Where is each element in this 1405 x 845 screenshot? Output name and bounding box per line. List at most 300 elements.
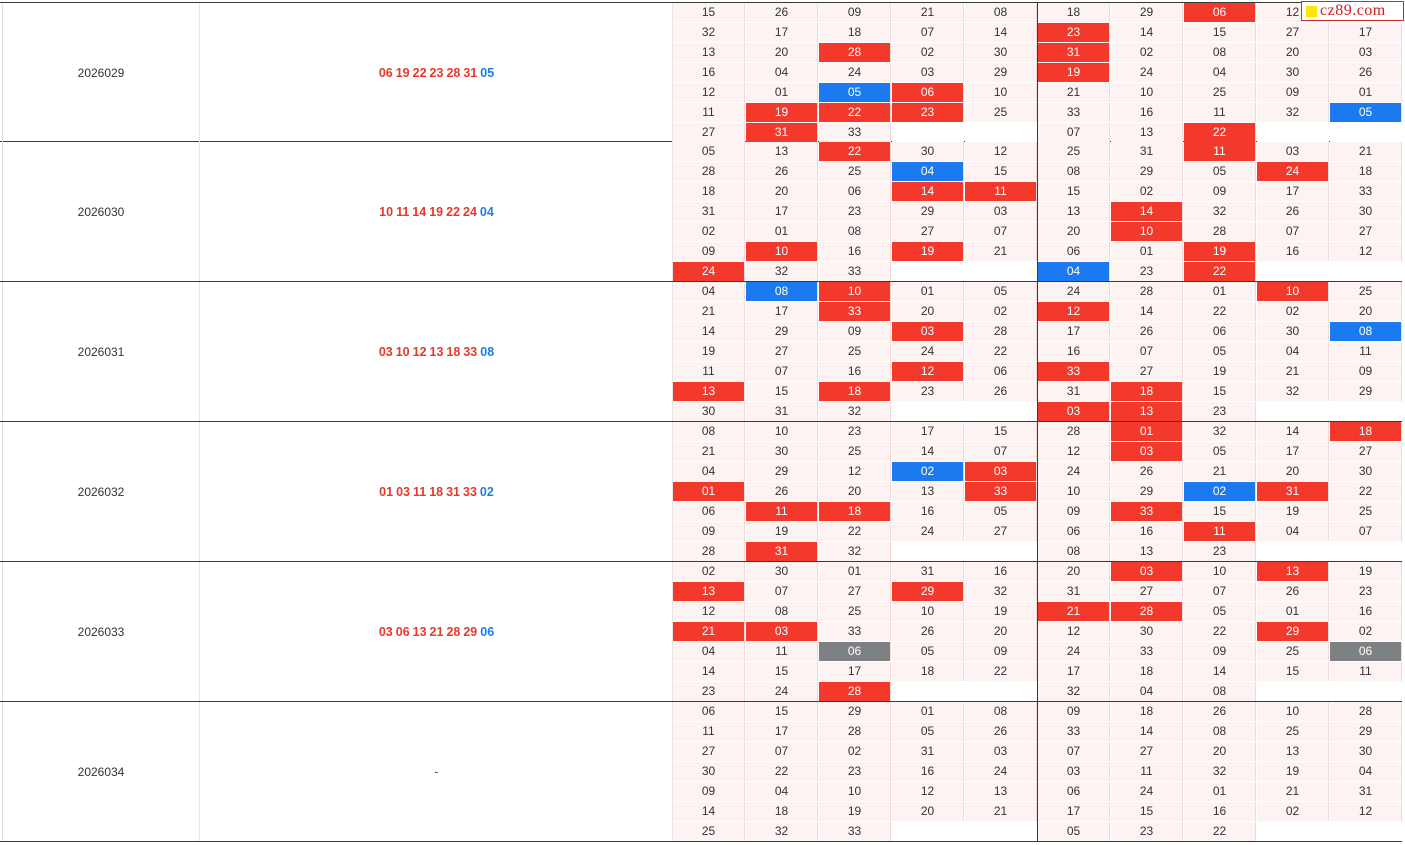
highlighted-number-cell: 11 [1184,522,1256,541]
highlighted-number-cell: 05 [1330,103,1402,122]
number-cell: 16 [1257,242,1329,261]
number-cell: 07 [965,442,1037,461]
number-cell: 20 [1038,222,1110,241]
number-cell: 25 [819,602,891,621]
number-cell: 31 [1038,582,1110,601]
number-cell: 26 [746,482,818,501]
empty-cell [1330,262,1402,281]
number-cell: 10 [1038,482,1110,501]
number-cell: 10 [819,782,891,801]
highlighted-number-cell: 13 [673,582,745,601]
number-cell: 27 [1330,442,1402,461]
number-cell: 18 [673,182,745,201]
number-cell: 09 [673,782,745,801]
number-cell: 19 [819,802,891,821]
number-cell: 24 [1111,782,1183,801]
highlighted-number-cell: 01 [1111,422,1183,441]
number-cell: 06 [1038,782,1110,801]
red-ball-number: 18 [429,484,444,499]
number-cell: 02 [673,562,745,581]
number-cell: 07 [746,742,818,761]
number-cell: 21 [673,302,745,321]
highlighted-number-cell: 19 [1184,242,1256,261]
number-cell: 30 [1111,622,1183,641]
number-cell: 24 [892,342,964,361]
number-cell: 25 [819,442,891,461]
red-ball-number: 03 [378,624,393,639]
number-cell: 15 [1111,802,1183,821]
number-cell: 32 [1038,682,1110,701]
number-cell: 18 [819,23,891,42]
number-cell: 30 [1330,462,1402,481]
red-ball-number: 10 [395,344,410,359]
number-cell: 30 [673,402,745,421]
number-cell: 30 [1257,63,1329,82]
number-cell: 17 [746,722,818,741]
number-cell: 27 [673,742,745,761]
highlighted-number-cell: 14 [1111,202,1183,221]
empty-cell [1330,822,1402,841]
number-cell: 23 [819,762,891,781]
number-cell: 16 [892,762,964,781]
number-cell: 15 [746,382,818,401]
number-cell: 03 [892,63,964,82]
empty-cell [892,262,964,281]
number-cell: 09 [1184,182,1256,201]
number-cell: 25 [1330,282,1402,301]
number-cell: 17 [1330,23,1402,42]
number-grid-right [1037,282,1402,422]
highlighted-number-cell: 11 [965,182,1037,201]
number-cell: 22 [1184,822,1256,841]
highlighted-number-cell: 28 [1111,602,1183,621]
number-cell: 21 [673,442,745,461]
period-row [0,282,1402,422]
number-cell: 08 [1184,722,1256,741]
highlighted-number-cell: 18 [1111,382,1183,401]
number-cell: 30 [1257,322,1329,341]
number-cell: 09 [819,322,891,341]
number-cell: 04 [1330,762,1402,781]
highlighted-number-cell: 18 [819,502,891,521]
number-cell: 14 [673,662,745,681]
blue-ball-number: 08 [480,344,495,359]
number-cell: 01 [819,562,891,581]
highlighted-number-cell: 11 [1184,142,1256,161]
number-cell: 03 [1330,43,1402,62]
highlighted-number-cell: 33 [1038,362,1110,381]
number-cell: 32 [746,822,818,841]
number-cell: 09 [1184,642,1256,661]
number-cell: 16 [1111,522,1183,541]
number-cell: 30 [1330,742,1402,761]
number-cell: 26 [892,622,964,641]
number-cell: 16 [819,242,891,261]
number-cell: 22 [965,342,1037,361]
highlighted-number-cell: 04 [1038,262,1110,281]
highlighted-number-cell: 03 [1111,562,1183,581]
empty-cell [1257,542,1329,561]
number-cell: 25 [1330,502,1402,521]
number-cell: 06 [673,702,745,721]
number-cell: 21 [965,242,1037,261]
number-cell: 32 [819,542,891,561]
number-cell: 23 [892,382,964,401]
number-grid-right [1037,702,1402,842]
number-cell: 05 [1184,342,1256,361]
number-cell: 17 [1038,802,1110,821]
highlighted-number-cell: 03 [1038,402,1110,421]
number-cell: 25 [673,822,745,841]
red-ball-number: 22 [412,65,427,80]
highlighted-number-cell: 08 [1330,322,1402,341]
red-ball-number: 01 [379,484,394,499]
number-cell: 20 [746,182,818,201]
number-grid-right [1037,3,1402,143]
blue-ball-number: 04 [479,204,494,219]
number-cell: 21 [1038,83,1110,102]
number-cell: 20 [1257,462,1329,481]
number-cell: 29 [965,63,1037,82]
number-cell: 11 [1330,342,1402,361]
number-cell: 16 [819,362,891,381]
number-cell: 15 [746,702,818,721]
red-ball-number: 13 [412,624,427,639]
number-cell: 13 [1111,123,1183,142]
highlighted-number-cell: 04 [892,162,964,181]
number-cell: 31 [1330,782,1402,801]
number-cell: 18 [1038,3,1110,22]
number-cell: 11 [673,362,745,381]
number-cell: 31 [1038,382,1110,401]
empty-cell [965,542,1037,561]
number-cell: 21 [892,3,964,22]
number-cell: 14 [892,442,964,461]
highlighted-number-cell: 02 [892,462,964,481]
number-cell: 22 [819,522,891,541]
draw-history-table [0,2,1402,842]
number-cell: 02 [1111,43,1183,62]
issue-number: 2026030 [2,142,200,281]
number-cell: 27 [1111,362,1183,381]
number-cell: 16 [673,63,745,82]
red-ball-number: 10 [379,204,394,219]
red-ball-number: 11 [396,204,410,219]
number-cell: 09 [673,242,745,261]
number-cell: 27 [1257,23,1329,42]
number-cell: 13 [673,43,745,62]
number-cell: 16 [1111,103,1183,122]
empty-cell [965,402,1037,421]
red-ball-number: 23 [429,65,444,80]
number-cell: 32 [965,582,1037,601]
number-cell: 02 [673,222,745,241]
number-cell: 01 [746,222,818,241]
period-row [0,142,1402,282]
number-cell: 29 [746,462,818,481]
number-cell: 23 [1184,542,1256,561]
number-cell: 15 [1184,382,1256,401]
empty-cell [892,542,964,561]
number-cell: 25 [1257,722,1329,741]
number-grid-left [673,282,1037,422]
highlighted-number-cell: 03 [892,322,964,341]
number-cell: 10 [1184,562,1256,581]
period-row [0,422,1402,562]
issue-number: 2026033 [2,562,200,701]
number-cell: 29 [1111,482,1183,501]
number-cell: 26 [746,162,818,181]
empty-cell [1257,262,1329,281]
number-cell: 31 [673,202,745,221]
number-cell: 25 [1184,83,1256,102]
number-cell: 15 [1257,662,1329,681]
number-cell: 27 [746,342,818,361]
number-cell: 05 [1184,602,1256,621]
number-cell: 07 [1038,123,1110,142]
highlighted-number-cell: 31 [1257,482,1329,501]
number-cell: 07 [892,23,964,42]
number-cell: 26 [1330,63,1402,82]
number-grid-left [673,562,1037,702]
number-cell: 29 [892,202,964,221]
highlighted-number-cell: 10 [819,282,891,301]
number-cell: 14 [1111,722,1183,741]
number-cell: 06 [1038,522,1110,541]
number-cell: 12 [1330,242,1402,261]
number-cell: 22 [1184,622,1256,641]
red-ball-number: 31 [463,65,478,80]
number-cell: 22 [1330,482,1402,501]
number-cell: 28 [1330,702,1402,721]
red-ball-number: 18 [446,344,461,359]
number-cell: 01 [1330,83,1402,102]
number-cell: 07 [746,582,818,601]
number-cell: 15 [965,422,1037,441]
number-cell: 11 [673,103,745,122]
red-ball-number: 06 [378,65,393,80]
number-grid-left [673,142,1037,282]
number-cell: 23 [1330,582,1402,601]
blue-ball-number: 05 [480,65,495,80]
empty-cell [1257,123,1329,142]
number-cell: 12 [673,602,745,621]
red-ball-number: 12 [412,344,427,359]
number-cell: 02 [1330,622,1402,641]
draw-result [201,282,673,421]
number-grid-left [673,422,1037,562]
highlighted-number-cell: 33 [819,302,891,321]
highlighted-number-cell: 12 [892,362,964,381]
number-cell: 23 [1184,402,1256,421]
number-cell: 13 [892,482,964,501]
number-cell: 07 [1184,582,1256,601]
number-cell: 27 [819,582,891,601]
number-cell: 07 [965,222,1037,241]
empty-cell [965,822,1037,841]
number-cell: 10 [746,422,818,441]
red-ball-number: 28 [446,65,461,80]
number-cell: 20 [965,622,1037,641]
number-cell: 16 [1330,602,1402,621]
number-cell: 13 [746,142,818,161]
highlighted-number-cell: 12 [1038,302,1110,321]
number-cell: 14 [1111,23,1183,42]
number-cell: 29 [746,322,818,341]
number-cell: 24 [746,682,818,701]
empty-cell [1330,682,1402,701]
number-cell: 09 [1038,702,1110,721]
number-cell: 20 [892,802,964,821]
number-cell: 21 [1184,462,1256,481]
number-cell: 04 [746,782,818,801]
number-grid-left [673,702,1037,842]
number-cell: 13 [1111,542,1183,561]
number-cell: 16 [892,502,964,521]
draw-result [201,142,673,281]
number-cell: 33 [1111,642,1183,661]
number-cell: 31 [892,742,964,761]
number-cell: 20 [892,302,964,321]
number-cell: 12 [1257,3,1329,22]
number-cell: 25 [819,162,891,181]
number-cell: 17 [892,422,964,441]
number-cell: 20 [746,43,818,62]
number-cell: 32 [1184,202,1256,221]
number-cell: 07 [1111,342,1183,361]
number-cell: 08 [1038,542,1110,561]
logo-text: cz89.com [1320,2,1386,19]
number-cell: 21 [1257,782,1329,801]
number-cell: 25 [965,103,1037,122]
number-cell: 04 [673,642,745,661]
highlighted-number-cell: 13 [1257,562,1329,581]
highlighted-number-cell: 03 [965,462,1037,481]
number-cell: 26 [746,3,818,22]
highlighted-number-cell: 10 [1257,282,1329,301]
number-cell: 27 [673,123,745,142]
number-cell: 27 [892,222,964,241]
red-ball-number: 11 [412,484,427,499]
number-cell: 01 [892,282,964,301]
number-cell: 16 [965,562,1037,581]
site-logo[interactable] [1301,1,1404,21]
number-cell: 05 [673,142,745,161]
number-cell: 26 [965,722,1037,741]
highlighted-number-cell: 24 [673,262,745,281]
red-ball-number: 22 [446,204,461,219]
draw-result [201,562,673,701]
number-cell: 24 [965,762,1037,781]
number-cell: 16 [1038,342,1110,361]
number-cell: 21 [965,802,1037,821]
number-cell: 33 [819,262,891,281]
red-ball-number: 14 [412,204,427,219]
number-cell: 13 [1038,202,1110,221]
highlighted-number-cell: 03 [746,622,818,641]
number-cell: 06 [1038,242,1110,261]
red-ball-number: 21 [429,624,444,639]
highlighted-number-cell: 13 [673,382,745,401]
number-cell: 30 [673,762,745,781]
number-cell: 14 [1257,422,1329,441]
red-ball-number: 03 [378,344,393,359]
highlighted-number-cell: 22 [1184,262,1256,281]
number-cell: 23 [819,202,891,221]
red-ball-number: 19 [429,204,444,219]
number-cell: 01 [1184,782,1256,801]
highlighted-number-cell: 11 [746,502,818,521]
blue-ball-number: 02 [479,484,494,499]
highlighted-number-cell: 24 [1257,162,1329,181]
number-cell: 22 [746,762,818,781]
red-ball-number: 33 [463,344,478,359]
number-cell: 07 [1330,522,1402,541]
highlighted-number-cell: 06 [1330,642,1402,661]
number-cell: 09 [673,522,745,541]
highlighted-number-cell: 19 [746,103,818,122]
highlighted-number-cell: 28 [819,43,891,62]
issue-number: 2026034 [2,702,200,841]
number-grid-right [1037,562,1402,702]
number-cell: 27 [1111,742,1183,761]
number-cell: 04 [746,63,818,82]
number-cell: 29 [1330,382,1402,401]
number-cell: 11 [673,722,745,741]
number-cell: 15 [965,162,1037,181]
highlighted-number-cell: 19 [892,242,964,261]
number-cell: 28 [673,542,745,561]
number-cell: 29 [1111,162,1183,181]
number-cell: 16 [1184,802,1256,821]
number-cell: 32 [1184,762,1256,781]
number-cell: 20 [1257,43,1329,62]
number-cell: 28 [819,722,891,741]
draw-result [201,3,673,142]
number-cell: 09 [1257,83,1329,102]
empty-cell [892,402,964,421]
number-cell: 30 [1330,202,1402,221]
number-cell: 05 [1184,162,1256,181]
highlighted-number-cell: 29 [892,582,964,601]
highlighted-number-cell: 31 [746,542,818,561]
highlighted-number-cell: 19 [1038,63,1110,82]
highlighted-number-cell: 28 [819,682,891,701]
number-cell: 19 [1257,762,1329,781]
number-cell: 30 [965,43,1037,62]
red-ball-number: 24 [463,204,477,219]
highlighted-number-cell: 23 [892,103,964,122]
number-cell: 27 [965,522,1037,541]
number-cell: 19 [1184,362,1256,381]
number-cell: 20 [819,482,891,501]
number-cell: 10 [965,83,1037,102]
number-cell: 05 [892,722,964,741]
issue-number: 2026029 [2,3,200,142]
number-cell: 15 [1184,502,1256,521]
number-cell: 24 [819,63,891,82]
number-cell: 14 [1111,302,1183,321]
number-cell: 32 [673,23,745,42]
number-cell: 32 [1257,382,1329,401]
number-cell: 01 [1257,602,1329,621]
highlighted-number-cell: 03 [1111,442,1183,461]
red-ball-number: 06 [395,624,410,639]
number-cell: 04 [673,462,745,481]
number-cell: 33 [1038,722,1110,741]
number-cell: 04 [1257,522,1329,541]
red-ball-number: 31 [446,484,461,499]
